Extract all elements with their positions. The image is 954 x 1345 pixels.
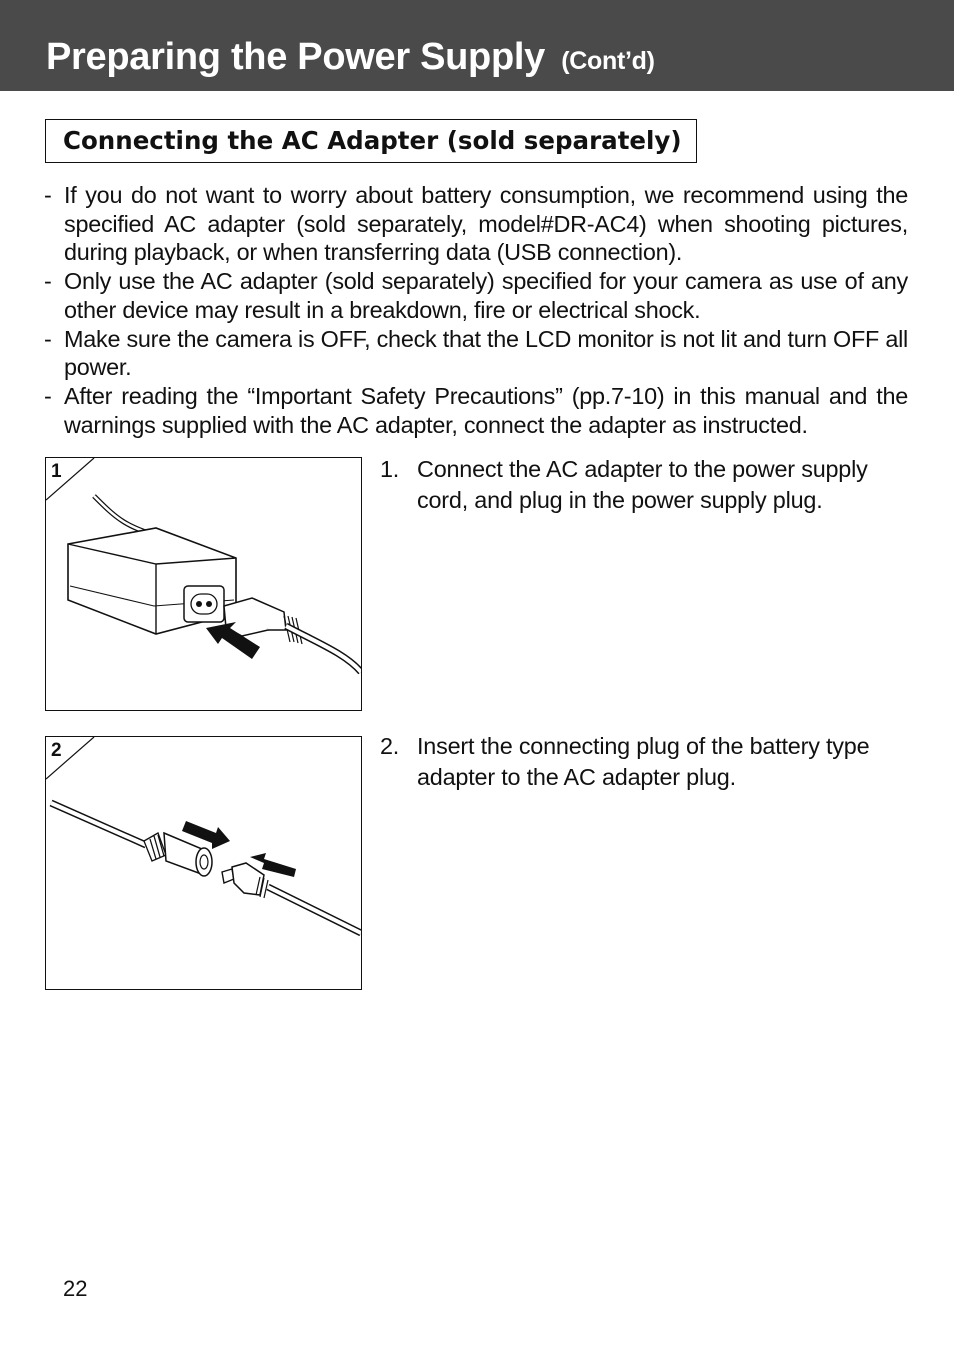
page-title-subtitle: (Cont’d) xyxy=(561,47,655,75)
bullet-item xyxy=(42,325,908,382)
ac-adapter-illustration xyxy=(46,458,361,709)
figure-1-ac-adapter-cord xyxy=(45,457,362,711)
section-heading-box xyxy=(45,119,697,163)
page-header-band xyxy=(0,0,954,91)
bullet-item xyxy=(42,382,908,439)
step-1 xyxy=(380,454,910,516)
bullet-text: After reading the “Important Safety Precautions” (pp.7-10) in this manual and the warnings supplied with the AC adapter, connect the adapter as instructed. xyxy=(64,382,908,438)
figure-2-plug-connection xyxy=(45,736,362,990)
bullet-marker: - xyxy=(44,325,52,352)
bullet-marker: - xyxy=(44,182,52,208)
step-2 xyxy=(380,731,910,793)
bullet-text: Make sure the camera is OFF, check that the LCD monitor is not lit and turn OFF all power. xyxy=(64,325,908,381)
bullet-item xyxy=(42,181,908,267)
page-number: 22 xyxy=(63,1276,88,1301)
bullet-text: If you do not want to worry about battery consumption, we recommend using the specified AC adapter (sold separately, model#DR-AC4) when shooting pictures, during playback, or when transferring data (USB connection). xyxy=(64,182,908,266)
bullet-marker: - xyxy=(44,382,52,409)
page-title xyxy=(46,34,655,84)
bullet-text: Only use the AC adapter (sold separately) specified for your camera as use of any other device may result in a breakdown, fire or electrical shock. xyxy=(64,268,908,323)
step-text: Connect the AC adapter to the power supply cord, and plug in the power supply plug. xyxy=(417,456,868,513)
step-number: 2. xyxy=(380,733,400,759)
step-text: Insert the connecting plug of the battery type adapter to the AC adapter plug. xyxy=(417,733,870,790)
figure-number: 1 xyxy=(51,461,62,482)
figure-number: 2 xyxy=(51,740,62,761)
bullet-marker: - xyxy=(44,268,52,295)
step-number: 1. xyxy=(380,456,400,482)
plug-connection-illustration xyxy=(46,737,361,988)
page-title-text: Preparing the Power Supply xyxy=(46,36,545,78)
section-heading: Connecting the AC Adapter (sold separately) xyxy=(63,126,682,155)
bullet-item xyxy=(42,267,908,324)
instruction-bullet-list xyxy=(42,181,908,439)
